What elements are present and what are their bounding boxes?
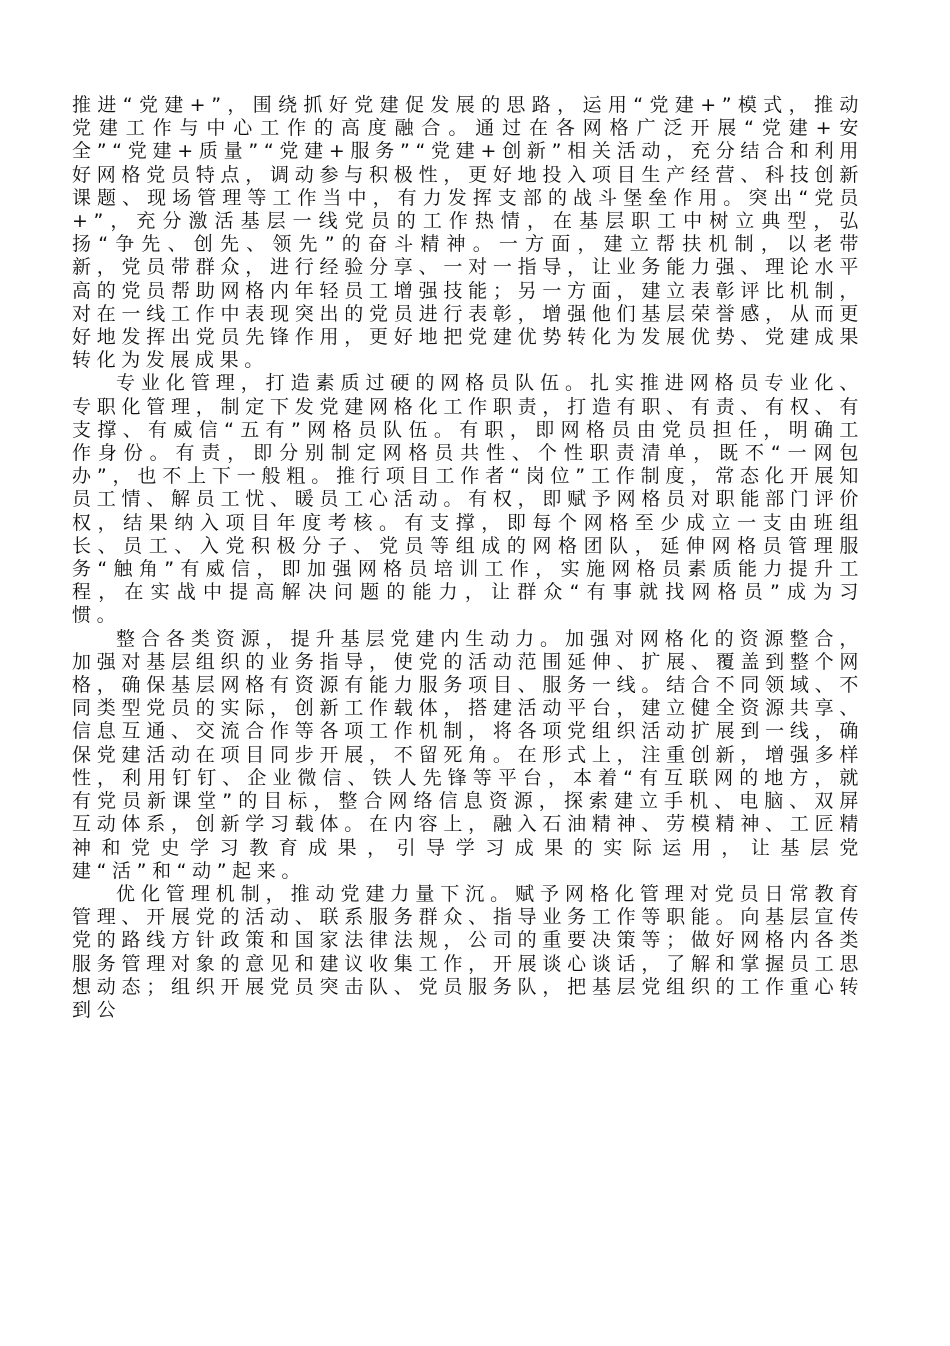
paragraph-resource-integration: 整合各类资源，提升基层党建内生动力。加强对网格化的资源整合，加强对基层组织的业务指导，使党的活动范围延伸、扩展、覆盖到整个网格，确保基层网格有资源有能力服务项目、服务一线。结合不同领域、不同类型党员的实际，创新工作载体，搭建活动平台，建立健全资源共享、信息互通、交流合作等各项工作机制，将各项党组织活动扩展到一线，确保党建活动在项目同步开展，不留死角。在形式上，注重创新，增强多样性，利用钉钉、企业微信、铁人先锋等平台，本着“有互联网的地方，就有党员新课堂”的目标，整合网络信息资源，探索建立手机、电脑、双屏互动体系，创新学习载体。在内容上，融入石油精神、劳模精神、工匠精神和党史学习教育成果，引导学习成果的实际运用，让基层党建“活”和“动”起来。 <box>72 627 864 882</box>
paragraph-professional-management: 专业化管理，打造素质过硬的网格员队伍。扎实推进网格员专业化、专职化管理，制定下发党建网格化工作职责，打造有职、有责、有权、有支撑、有威信“五有”网格员队伍。有职，即网格员由党员担任，明确工作身份。有责，即分别制定网格员共性、个性职责清单，既不“一网包办”，也不上下一般粗。推行项目工作者“岗位”工作制度，常态化开展知员工情、解员工忧、暖员工心活动。有权，即赋予网格员对职能部门评价权，结果纳入项目年度考核。有支撑，即每个网格至少成立一支由班组长、员工、入党积极分子、党员等组成的网格团队，延伸网格员管理服务“触角”有威信，即加强网格员培训工作，实施网格员素质能力提升工程，在实战中提高解决问题的能力，让群众“有事就找网格员”成为习惯。 <box>72 372 864 627</box>
body-text <box>72 94 864 1022</box>
paragraph-management-mechanism: 优化管理机制，推动党建力量下沉。赋予网格化管理对党员日常教育管理、开展党的活动、联系服务群众、指导业务工作等职能。向基层宣传党的路线方针政策和国家法律法规，公司的重要决策等；做好网格内各类服务管理对象的意见和建议收集工作，开展谈心谈话，了解和掌握员工思想动态；组织开展党员突击队、党员服务队，把基层党组织的工作重心转到公 <box>72 882 864 1021</box>
paragraph-party-building-plus: 推进“党建+”，围绕抓好党建促发展的思路，运用“党建+”模式，推动党建工作与中心工作的高度融合。通过在各网格广泛开展“党建+安全”“党建+质量”“党建+服务”“党建+创新”相关活动，充分结合和利用好网格党员特点，调动参与积极性，更好地投入项目生产经营、科技创新课题、现场管理等工作当中，有力发挥支部的战斗堡垒作用。突出“党员+”，充分激活基层一线党员的工作热情，在基层职工中树立典型，弘扬“争先、创先、领先”的奋斗精神。一方面，建立帮扶机制，以老带新，党员带群众，进行经验分享、一对一指导，让业务能力强、理论水平高的党员帮助网格内年轻员工增强技能；另一方面，建立表彰评比机制，对在一线工作中表现突出的党员进行表彰，增强他们基层荣誉感，从而更好地发挥出党员先锋作用，更好地把党建优势转化为发展优势、党建成果转化为发展成果。 <box>72 94 864 372</box>
